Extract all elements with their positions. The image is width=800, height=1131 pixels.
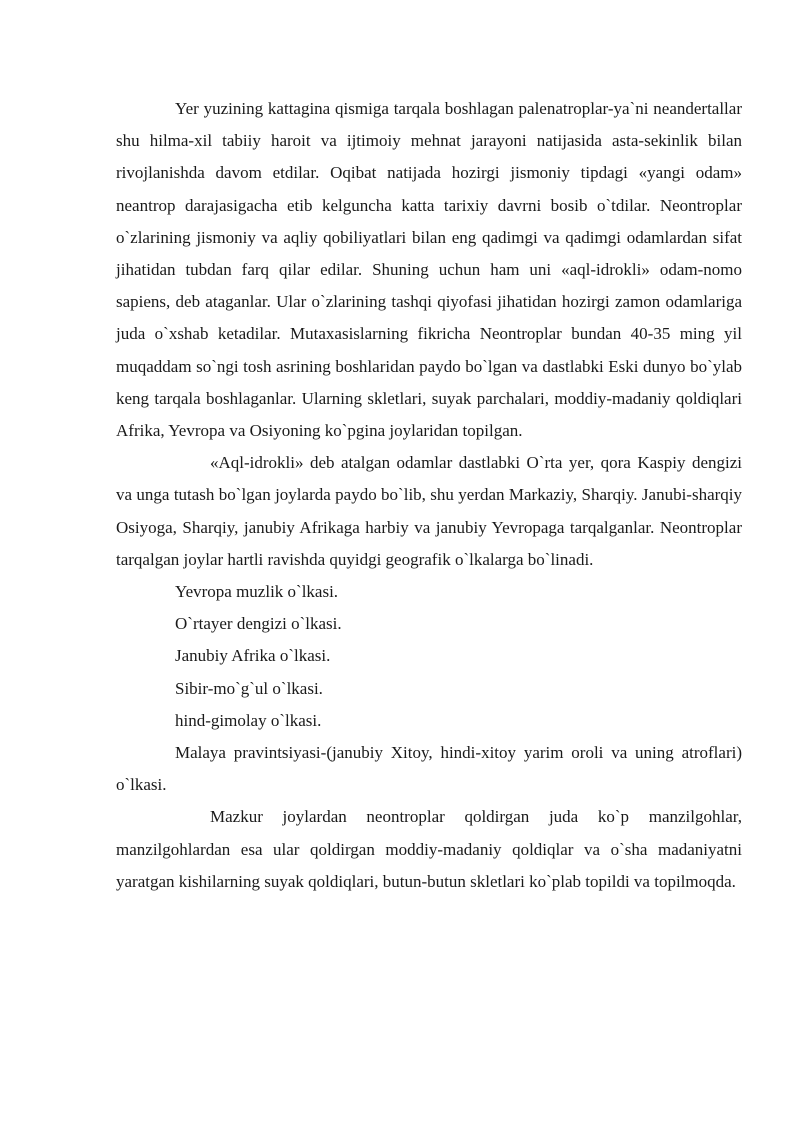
region-item-siberia-mongolia: Sibir-mo`g`ul o`lkasi. [175, 678, 323, 698]
paragraph-closing: Mazkur joylardan neontroplar qoldirgan juda ko`p manzilgohlar, manzilgohlardan esa ular qoldirgan moddiy-madaniy qoldiqlar va o`sha madaniyatni yaratgan kishilarning suyak qoldiqlari, butun-butun skletlari ko`plab topildi va topilmoqda. [116, 807, 742, 891]
region-item-india-himalaya: hind-gimolay o`lkasi. [175, 710, 322, 730]
paragraph-malaya: Malaya pravintsiyasi-(janubiy Xitoy, hindi-xitoy yarim oroli va uning atroflari) o`lkasi. [116, 743, 742, 795]
paragraph-aql-idrokli: «Aql-idrokli» deb atalgan odamlar dastlabki O`rta yer, qora Kaspiy dengizi va unga tutash bo`lgan joylarda paydo bo`lib, shu yerdan Markaziy, Sharqiy. Janubi-sharqiy Osiyoga, Sharqiy, janubiy Afrikaga harbiy va janubiy Yevropaga tarqalganlar. Neontroplar tarqalgan joylar hartli ravishda quyidgi geografik o`lkalarga bo`linadi. [116, 453, 742, 569]
region-item-south-africa: Janubiy Afrika o`lkasi. [175, 646, 331, 666]
paragraph-neanderthals: Yer yuzining kattagina qismiga tarqala boshlagan palenatroplar-ya`ni neandertallar shu hilma-xil tabiiy haroit va ijtimoiy mehnat jarayoni natijasida asta-sekinlik bilan rivojlanishda davom etdilar. Oqibat natijada hozirgi jismoniy tipdagi «yangi odam» neantrop darajasigacha etib kelguncha katta tarixiy davrni bosib o`tdilar. Neontroplar o`zlarining jismoniy va aqliy qobiliyatlari bilan eng qadimgi va qadimgi odamlardan sifat jihatidan tubdan farq qilar edilar. Shuning uchun ham uni «aql-idrokli» odam-nomo sapiens, deb ataganlar. Ular o`zlarining tashqi qiyofasi jihatidan hozirgi zamon odamlariga juda o`xshab ketadilar. Mutaxasislarning fikricha Neontroplar bundan 40-35 ming yil muqaddam so`ngi tosh asrining boshlaridan paydo bo`lgan va dastlabki Eski dunyo bo`ylab keng tarqala boshlaganlar. Ularning skletlari, suyak parchalari, moddiy-madaniy qoldiqlari Afrika, Yevropa va Osiyoning ko`pgina joylaridan topilgan. [116, 99, 742, 441]
region-item-mediterranean: O`rtayer dengizi o`lkasi. [175, 614, 342, 634]
region-item-europe: Yevropa muzlik o`lkasi. [175, 582, 339, 602]
